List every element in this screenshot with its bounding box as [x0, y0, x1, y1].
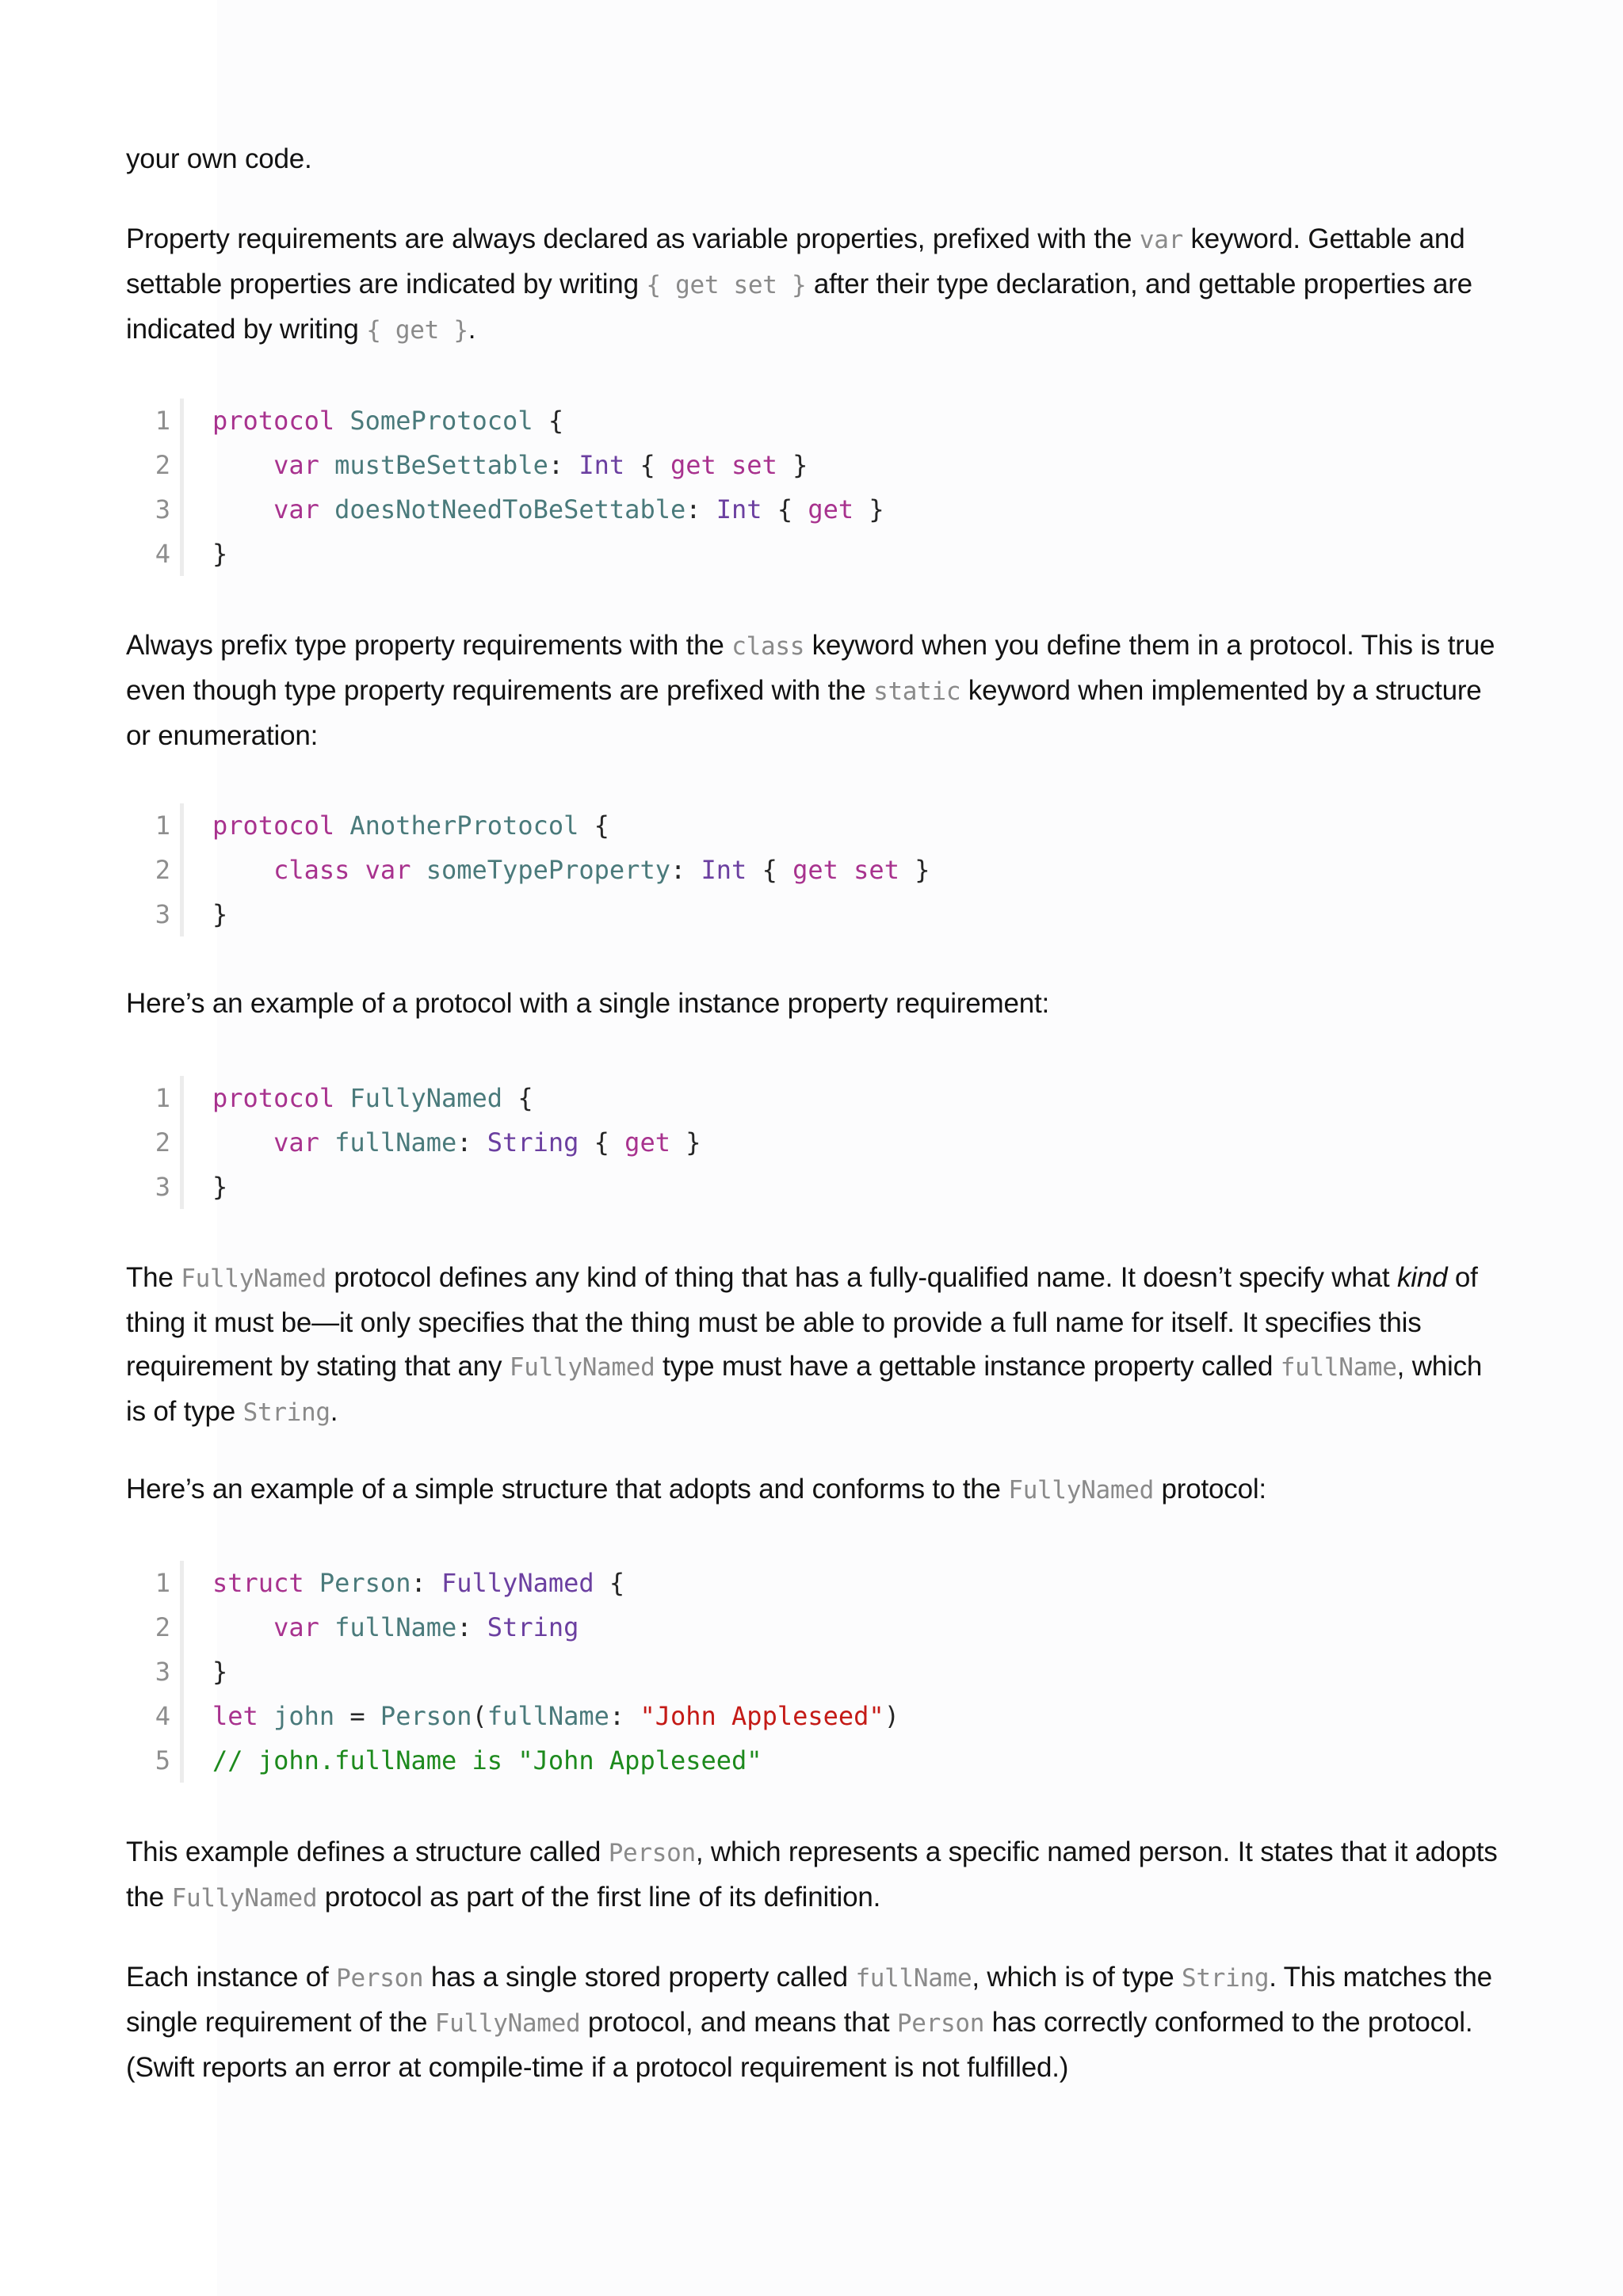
code-token [319, 1127, 334, 1158]
line-number: 1 [155, 1568, 170, 1598]
code-token: } [212, 899, 228, 929]
paragraph-person-conformance: Each instance of Person has a single stored property called fullName, which is of type String. This matches the single requirement of the FullyNamed protocol, and means that Person has correctly conformed to the protocol. (Swift reports an error at compile-time if a protocol requirement is not fulfilled.) [126, 1962, 1492, 2083]
code-token: var [273, 1127, 319, 1158]
code-line [126, 1738, 1505, 1783]
inline-code: FullyNamed [434, 2009, 581, 2038]
code-text [212, 1738, 762, 1783]
code-token: } [854, 494, 884, 524]
code-token: : [456, 1127, 487, 1158]
line-number: 3 [155, 1172, 170, 1202]
code-text [212, 532, 227, 576]
code-token: // john.fullName is "John Appleseed" [212, 1745, 762, 1775]
code-block-some-protocol [126, 399, 1505, 576]
code-token: fullName [334, 1612, 457, 1642]
code-text [212, 892, 227, 936]
inline-code: String [1182, 1964, 1270, 1993]
emphasis-kind: kind [1396, 1262, 1448, 1293]
code-token: let [212, 1701, 258, 1731]
code-token: var [365, 855, 411, 885]
code-token: FullyNamed [349, 1083, 503, 1113]
code-token [319, 450, 334, 480]
code-line [126, 848, 1505, 892]
code-token: get [670, 450, 716, 480]
code-token: : [685, 494, 716, 524]
code-token: get [808, 494, 854, 524]
code-token: ) [884, 1701, 899, 1731]
inline-code: class [731, 632, 805, 661]
line-number: 2 [155, 855, 170, 885]
code-text [212, 1120, 701, 1165]
code-token [319, 1612, 334, 1642]
code-token: } [212, 539, 228, 569]
code-token [349, 855, 365, 885]
code-token: { [579, 810, 609, 841]
line-number: 3 [155, 1657, 170, 1687]
code-line [126, 443, 1505, 487]
inline-code: fullName [1280, 1353, 1397, 1382]
code-token [334, 810, 349, 841]
code-token: doesNotNeedToBeSettable [334, 494, 686, 524]
code-text [212, 1165, 227, 1209]
code-token: } [670, 1127, 701, 1158]
code-token: class [273, 855, 350, 885]
code-token: String [487, 1612, 579, 1642]
inline-code: Person [608, 1839, 696, 1867]
inline-code: String [242, 1398, 330, 1427]
code-token: Int [579, 450, 625, 480]
code-token: } [212, 1172, 228, 1202]
code-token [334, 406, 349, 436]
code-token: var [273, 494, 319, 524]
code-text [212, 1076, 533, 1120]
code-token [212, 1127, 273, 1158]
line-number: 2 [155, 450, 170, 480]
line-number: 1 [155, 1083, 170, 1113]
code-token: get [792, 855, 838, 885]
code-token: String [487, 1127, 579, 1158]
paragraph-type-property-requirements: Always prefix type property requirements with the class keyword when you define them in a protocol. This is true even though type property requirements are prefixed with the static keyword when implemented by a structure or enumeration: [126, 630, 1495, 751]
code-token [212, 1612, 273, 1642]
line-number: 1 [155, 406, 170, 436]
code-token: } [777, 450, 808, 480]
code-line [126, 1694, 1505, 1738]
code-line [126, 1605, 1505, 1650]
inline-code: Person [896, 2009, 985, 2038]
code-token: { [762, 494, 808, 524]
inline-code: static [873, 677, 961, 706]
code-token: { [502, 1083, 533, 1113]
code-token: Person [380, 1701, 472, 1731]
code-token: protocol [212, 810, 335, 841]
code-token [716, 450, 731, 480]
code-text [212, 487, 884, 532]
code-token: : [548, 450, 579, 480]
code-token: mustBeSettable [334, 450, 548, 480]
code-token: set [854, 855, 899, 885]
code-token: : [411, 1568, 441, 1598]
code-text [212, 1650, 227, 1694]
code-token: get [624, 1127, 670, 1158]
code-text [212, 1605, 579, 1650]
inline-code: var [1139, 226, 1183, 254]
code-token: fullName [334, 1127, 457, 1158]
code-token: { [533, 406, 564, 436]
code-token [838, 855, 854, 885]
code-token: "John Appleseed" [640, 1701, 884, 1731]
code-line [126, 803, 1505, 848]
code-block-person-struct [126, 1561, 1505, 1783]
line-number: 4 [155, 539, 170, 569]
paragraph-property-requirements: Property requirements are always declared as variable properties, prefixed with the var keyword. Gettable and settable properties are indicated by writing { get set } after their type declaration, and gettable properties are indicated by writing { get }. [126, 223, 1472, 345]
code-token: : [609, 1701, 640, 1731]
code-line [126, 1650, 1505, 1694]
code-block-fully-named [126, 1076, 1505, 1209]
code-token: } [212, 1657, 228, 1687]
inline-code: Person [336, 1964, 424, 1993]
line-number: 3 [155, 899, 170, 929]
code-text [212, 848, 930, 892]
code-token [212, 855, 273, 885]
inline-code: fullName [855, 1964, 972, 1993]
code-token: AnotherProtocol [349, 810, 579, 841]
code-token: fullName [487, 1701, 609, 1731]
inline-code: FullyNamed [1008, 1476, 1154, 1505]
code-text [212, 1561, 624, 1605]
code-token: protocol [212, 406, 335, 436]
code-text [212, 1694, 899, 1738]
code-token [334, 1083, 349, 1113]
line-number: 2 [155, 1127, 170, 1158]
inline-code: FullyNamed [181, 1264, 327, 1293]
code-token [212, 494, 273, 524]
code-line [126, 399, 1505, 443]
line-number: 1 [155, 810, 170, 841]
code-token: Int [716, 494, 762, 524]
inline-code: FullyNamed [509, 1353, 655, 1382]
code-text [212, 803, 609, 848]
code-token [411, 855, 426, 885]
code-line [126, 532, 1505, 576]
code-line [126, 487, 1505, 532]
code-line [126, 1165, 1505, 1209]
code-token: SomeProtocol [349, 406, 533, 436]
code-token [304, 1568, 319, 1598]
code-token: : [456, 1612, 487, 1642]
code-block-another-protocol [126, 803, 1505, 936]
code-token: struct [212, 1568, 304, 1598]
line-number: 3 [155, 494, 170, 524]
code-token: someTypeProperty [426, 855, 670, 885]
code-token: var [273, 450, 319, 480]
inline-code: FullyNamed [171, 1884, 318, 1913]
code-token: ( [472, 1701, 487, 1731]
code-text [212, 443, 808, 487]
code-line [126, 1120, 1505, 1165]
code-token [212, 450, 273, 480]
code-line [126, 1561, 1505, 1605]
code-token [258, 1701, 273, 1731]
code-line [126, 892, 1505, 936]
code-token: Person [319, 1568, 411, 1598]
paragraph-structure-example: Here’s an example of a simple structure that adopts and conforms to the FullyNamed protocol: [126, 1474, 1266, 1505]
inline-code: { get } [366, 316, 468, 345]
line-number: 2 [155, 1612, 170, 1642]
code-token: var [273, 1612, 319, 1642]
code-token: Int [701, 855, 747, 885]
code-token: { [594, 1568, 625, 1598]
code-token: } [899, 855, 930, 885]
code-token [319, 494, 334, 524]
code-line [126, 1076, 1505, 1120]
code-token: = [334, 1701, 380, 1731]
paragraph-fully-named-description: The FullyNamed protocol defines any kind of thing that has a fully-qualified name. It doesn’t specify what kind of thing it must be—it only specifies that the thing must be able to provide a full name for itself. It specifies this requirement by stating that any FullyNamed type must have a gettable instance property called fullName, which is of type String. [126, 1262, 1483, 1427]
inline-code: { get set } [646, 271, 807, 299]
code-token: FullyNamed [441, 1568, 594, 1598]
paragraph-single-instance-example: Here’s an example of a protocol with a single instance property requirement: [126, 988, 1050, 1019]
code-text [212, 399, 563, 443]
line-number: 4 [155, 1701, 170, 1731]
code-token: john [273, 1701, 335, 1731]
code-token: { [579, 1127, 625, 1158]
paragraph-intro-end: your own code. [126, 143, 312, 174]
paragraph-person-description: This example defines a structure called Person, which represents a specific named person. It states that it adopts the FullyNamed protocol as part of the first line of its definition. [126, 1836, 1498, 1913]
code-token: : [670, 855, 701, 885]
code-token: protocol [212, 1083, 335, 1113]
line-number: 5 [155, 1745, 170, 1775]
code-token: { [747, 855, 793, 885]
code-token: { [624, 450, 670, 480]
code-token: set [731, 450, 777, 480]
